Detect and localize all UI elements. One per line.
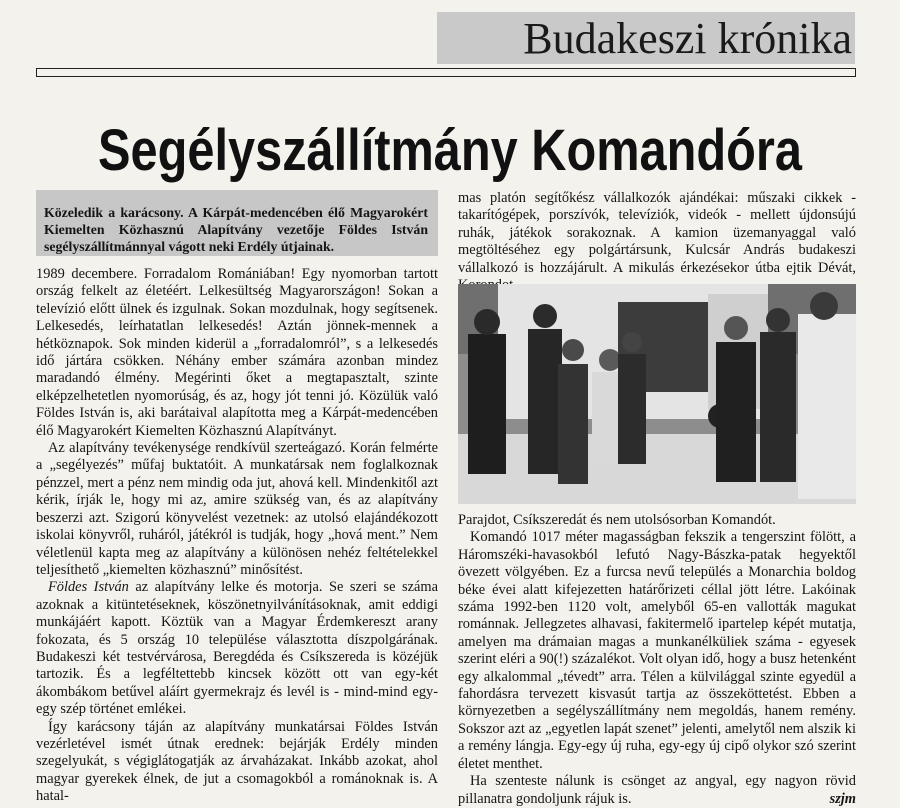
- paragraph-7: Komandó 1017 méter magasságban fekszik a tengerszint fölött, a Háromszéki-havasokból lefutó Nagy-Bászka-patak hegyektől övezett völgyében. Ez a furcsa nevű település a Monarchia boldog béke évei alatt kifejezetten határőrizeti céllal jött létre. Lakóinak száma 1992-ben 1120 volt, amelyből 65-en vallották magukat románnak. Jellegzetes alhavasi, fakitermelő ipartelep képét mutatja, amelyen ma drámaian magas a munkanélküliek száma - egyesek szerint eléri a 90(!) százalékot. Volt olyan idő, hogy a busz hetenként egy alkalommal „tévedt” arra. Télen a külvilággal szinte egyedül a fahordásra tervezett kisvasút tartja az összeköttetést. Ebben a környezetben a segélyszállítmány nem megoldás, hanem remény. Sokszor azt az „egyetlen lapát szenet” jelenti, amelytől nem alszik ki a remény lángja. Egy-egy új ruha, egy-egy új cipő olykor szó szerint életet menthet.: [458, 529, 856, 772]
- right-column-bottom: [458, 512, 856, 808]
- paragraph-1: 1989 decembere. Forradalom Romániában! Egy nyomorban tartott ország felkelt az életéért. Lelkesültség Magyarországon! Sokan a televízió előtt ülnek és izgulnak. Sokan mozdulnak, hogy segítsenek. Lelkesedés, leírhatatlan lelkesedés! Aztán jönnek-mennek a hétköznapok. Sok minden kiderül a „forradalomról”, s a lelkesedés idő jártára csökken. Néhány ember számára azonban mindez maradandó élmény. Megérinti őket a megtapasztalt, szinte elképzelhetetlen nyomorúság, és az, hogy jót tenni jó. Közülük való Földes István is, aki barátaival alapította meg a Kárpát-medencében élő Magyarokért Kiemelten Közhasznú Alapítványt.: [36, 266, 438, 439]
- paragraph-2: Az alapítvány tevékenysége rendkívül szerteágazó. Korán felmérte a „segélyezés” műfaj buktatóit. A munkatársak nem foglalkoznak pénzzel, mert a pénz nem mindig oda jut, ahová kell. Mindenkitől azt kérik, írják le, hogy mi az, amire szükség van, és az alapítvány beszerzi azt. Szigorú könyvelést vezetnek: az utolsó elajándékozott iskolai könyvről, ruháról, játékról is tudják, hogy „hová ment.” Nem véletlenül kapta meg az alapítvány a különösen nehéz feltételekkel teljesíthető „kiemelten közhasznú” minősítést.: [36, 440, 438, 578]
- photo-illustration: [458, 284, 856, 504]
- paragraph-6: Parajdot, Csíkszeredát és nem utolsósorban Komandót.: [458, 512, 776, 528]
- article-photo: [458, 284, 856, 504]
- paragraph-3-text: az alapítvány lelke és motorja. Se szeri se száma azoknak a kitüntetéseknek, köszönetnyilvánításoknak, amit eddigi munkájáért kapott. Köztük van a Magyar Érdemkereszt arany fokozata, és 5 ország 10 települése választotta díszpolgárának. Budakeszi két testvérvárosa, Beregdéda és Csíkszereda is közéjük tartozik. És a legféltettebb kincsek között ott van egy-két ákombákom betűvel aláírt gyermekrajz és levél is - mind-mind egy-egy szép történet emlékei.: [36, 579, 439, 718]
- header-rule: [36, 68, 856, 77]
- left-column: [36, 266, 438, 806]
- person-name: Földes István: [48, 579, 129, 596]
- article-lead: Közeledik a karácsony. A Kárpát-medencében élő Magyarokért Kiemelten Közhasznú Alapítvány vezetője Földes István segélyszállítmánnyal vágott neki Erdély útjainak.: [44, 205, 428, 254]
- section-title: Budakeszi krónika: [523, 14, 852, 63]
- byline: szjm: [829, 790, 856, 807]
- right-column-top: [458, 190, 856, 294]
- paragraph-4: Így karácsony táján az alapítvány munkatársai Földes István vezérletével ismét útnak erednek: bejárják Erdély minden szegelyukát, s végiglátogatják az árvaházakat. Inkább azokat, ahol magyar gyerekek élnek, de jut a csomagokból a románoknak is. A hatal-: [36, 718, 438, 805]
- closing-text: Ha szenteste nálunk is csönget az angyal, egy nagyon rövid pillanatra gondoljunk rájuk is.: [458, 773, 856, 807]
- paragraph-5: mas platón segítőkész vállalkozók ajándékai: műszaki cikkek - takarítógépek, porszívók, televíziók, videók - mellett újdonsújú ruhák, játékok sorakoznak. A kamion üzemanyaggal való megtöltéséhez egy polgártársunk, Kulcsár András budakeszi vállalkozó is hozzájárult. A mikulás érkezésekor útba ejtik Dévát,: [458, 190, 856, 276]
- article-headline: Segélyszállítmány Komandóra: [98, 118, 802, 183]
- paragraph-8: [458, 773, 856, 808]
- paragraph-3: [36, 579, 438, 718]
